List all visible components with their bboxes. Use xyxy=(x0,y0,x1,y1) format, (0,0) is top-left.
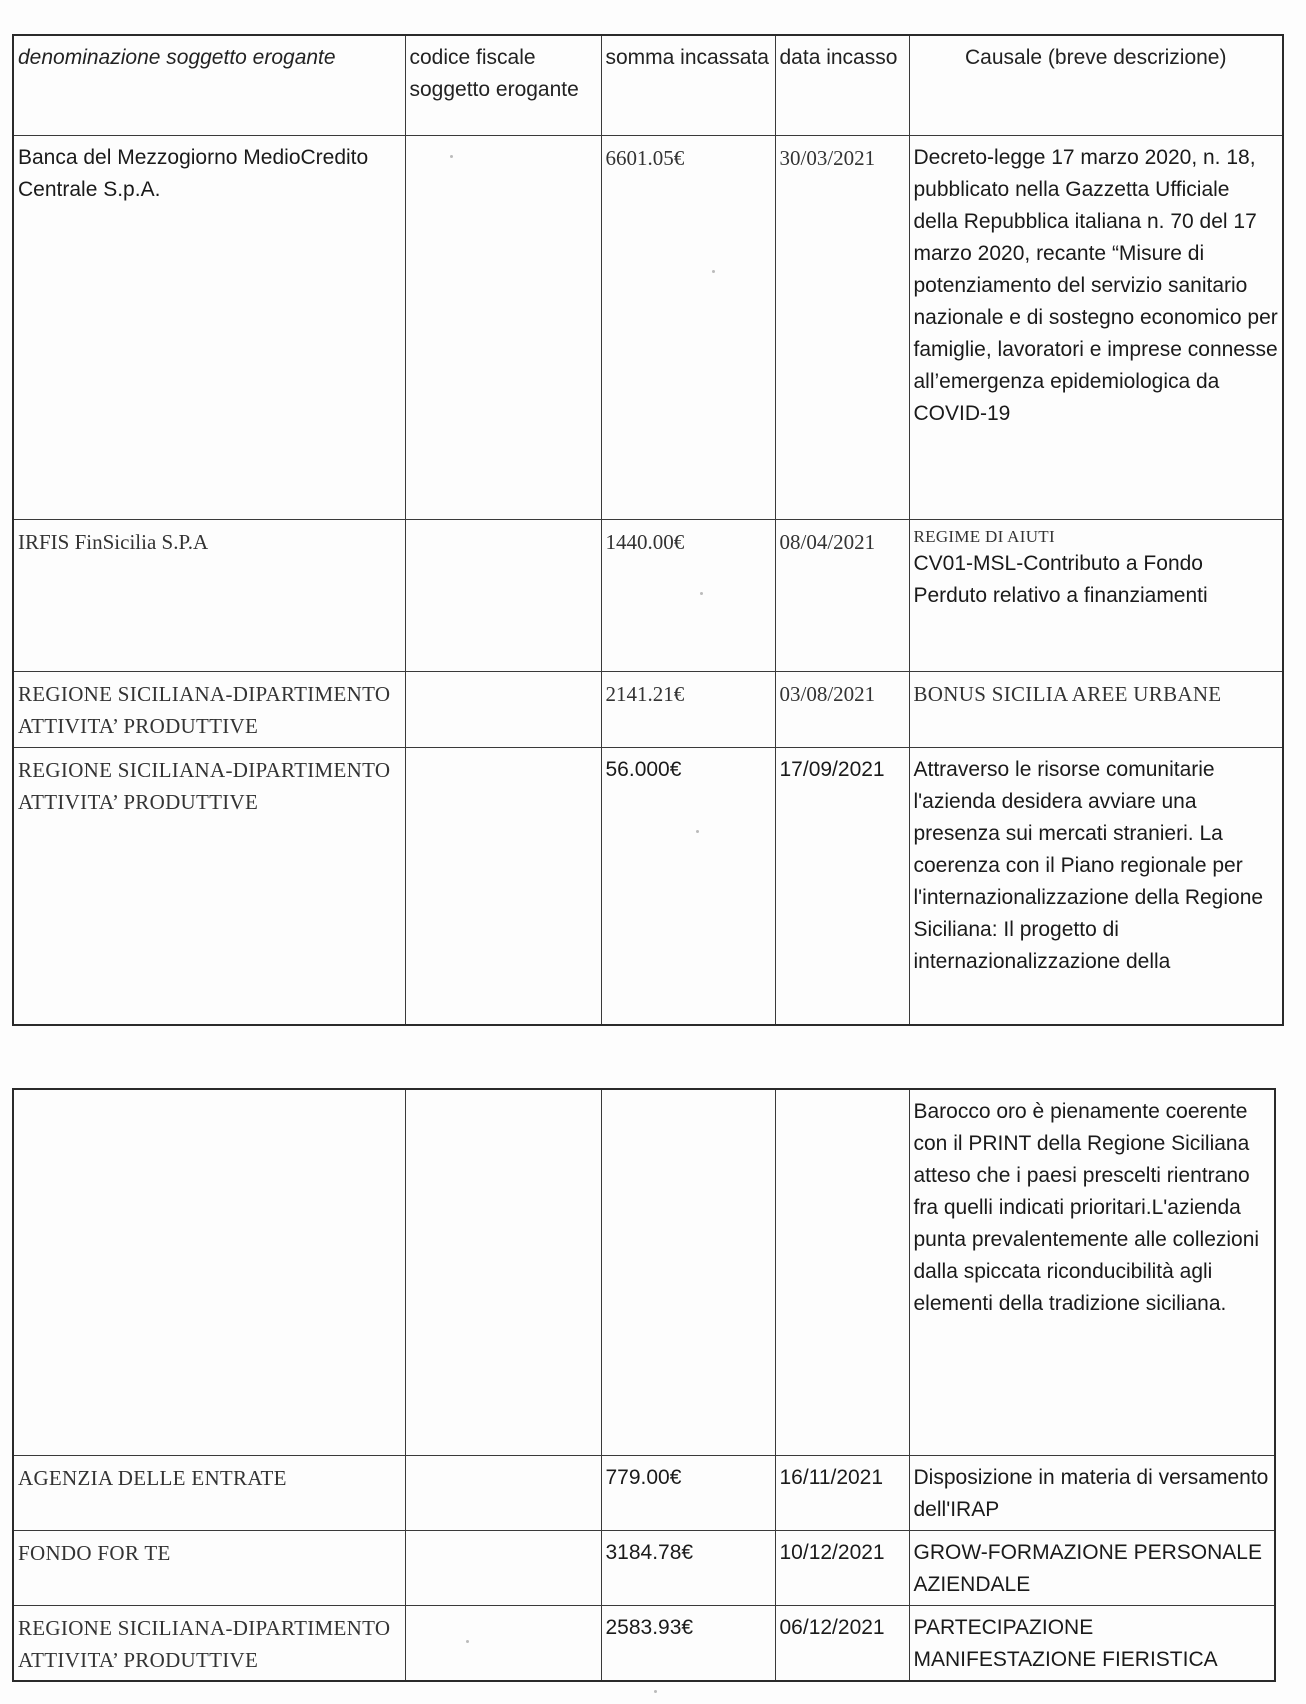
cell-codice xyxy=(405,671,601,747)
cell-somma xyxy=(601,1089,775,1455)
cell-ente xyxy=(13,1089,405,1455)
scan-speck xyxy=(450,155,453,158)
cell-causale: Disposizione in materia di versamento dell'IRAP xyxy=(909,1455,1275,1530)
contributions-table-top xyxy=(12,34,1284,1026)
cell-data: 16/11/2021 xyxy=(775,1455,909,1530)
cell-data: 17/09/2021 xyxy=(775,747,909,1025)
cell-somma: 1440.00€ xyxy=(601,519,775,671)
cell-codice xyxy=(405,519,601,671)
cell-somma: 3184.78€ xyxy=(601,1530,775,1605)
table-row xyxy=(13,1455,1275,1530)
cell-causale: GROW-FORMAZIONE PERSONALE AZIENDALE xyxy=(909,1530,1275,1605)
cell-codice xyxy=(405,1455,601,1530)
cell-codice xyxy=(405,1605,601,1681)
scan-speck xyxy=(700,592,703,595)
header-somma: somma incassata xyxy=(601,35,775,135)
cell-ente: AGENZIA DELLE ENTRATE xyxy=(13,1455,405,1530)
cell-ente: Banca del Mezzogiorno MedioCredito Centrale S.p.A. xyxy=(13,135,405,519)
cell-ente: REGIONE SICILIANA-DIPARTIMENTO ATTIVITA’ PRODUTTIVE xyxy=(13,1605,405,1681)
header-codice-fiscale: codice fiscale soggetto erogante xyxy=(405,35,601,135)
cell-causale: Barocco oro è pienamente coerente con il PRINT della Regione Siciliana atteso che i paesi prescelti rientrano fra quelli indicati prioritari.L'azienda punta prevalentemente alle collezioni dalla spiccata riconducibilità agli elementi della tradizione siciliana. xyxy=(909,1089,1275,1455)
causale-text: CV01-MSL-Contributo a Fondo Perduto relativo a finanziamenti xyxy=(913,551,1208,607)
cell-data: 30/03/2021 xyxy=(775,135,909,519)
cell-ente: REGIONE SICILIANA-DIPARTIMENTO ATTIVITA’ PRODUTTIVE xyxy=(13,671,405,747)
cell-codice xyxy=(405,135,601,519)
table-row xyxy=(13,1605,1275,1681)
cell-causale xyxy=(909,519,1283,671)
cell-causale: Attraverso le risorse comunitarie l'azienda desidera avviare una presenza sui mercati stranieri. La coerenza con il Piano regionale per l'internazionalizzazione della Regione Siciliana: Il progetto di internazionalizzazione della xyxy=(909,747,1283,1025)
cell-codice xyxy=(405,1530,601,1605)
cell-ente: IRFIS FinSicilia S.P.A xyxy=(13,519,405,671)
table-row xyxy=(13,1530,1275,1605)
cell-ente: FONDO FOR TE xyxy=(13,1530,405,1605)
cell-somma: 6601.05€ xyxy=(601,135,775,519)
cell-somma: 2583.93€ xyxy=(601,1605,775,1681)
table-row xyxy=(13,519,1283,671)
scan-speck xyxy=(712,270,715,273)
cell-data: 03/08/2021 xyxy=(775,671,909,747)
cell-codice xyxy=(405,747,601,1025)
cell-somma: 2141.21€ xyxy=(601,671,775,747)
table-row xyxy=(13,747,1283,1025)
scan-speck xyxy=(466,1640,469,1643)
cell-data xyxy=(775,1089,909,1455)
cell-data: 06/12/2021 xyxy=(775,1605,909,1681)
cell-codice xyxy=(405,1089,601,1455)
header-data: data incasso xyxy=(775,35,909,135)
causale-heading: REGIME DI AIUTI xyxy=(913,526,1055,546)
table-row xyxy=(13,135,1283,519)
header-ente: denominazione soggetto erogante xyxy=(13,35,405,135)
cell-ente: REGIONE SICILIANA-DIPARTIMENTO ATTIVITA’ PRODUTTIVE xyxy=(13,747,405,1025)
table-header-row xyxy=(13,35,1283,135)
table-row xyxy=(13,671,1283,747)
cell-somma: 779.00€ xyxy=(601,1455,775,1530)
contributions-table-bottom xyxy=(12,1088,1276,1682)
cell-data: 08/04/2021 xyxy=(775,519,909,671)
cell-data: 10/12/2021 xyxy=(775,1530,909,1605)
header-causale: Causale (breve descrizione) xyxy=(909,35,1283,135)
cell-causale: Decreto-legge 17 marzo 2020, n. 18, pubblicato nella Gazzetta Ufficiale della Repubblica italiana n. 70 del 17 marzo 2020, recante “Misure di potenziamento del servizio sanitario nazionale e di sostegno economico per famiglie, lavoratori e imprese connesse all’emergenza epidemiologica da COVID-19 xyxy=(909,135,1283,519)
table-row xyxy=(13,1089,1275,1455)
cell-somma: 56.000€ xyxy=(601,747,775,1025)
cell-causale: BONUS SICILIA AREE URBANE xyxy=(909,671,1283,747)
scan-speck xyxy=(696,830,699,833)
cell-causale: PARTECIPAZIONE MANIFESTAZIONE FIERISTICA xyxy=(909,1605,1275,1681)
scan-speck xyxy=(654,1690,657,1693)
